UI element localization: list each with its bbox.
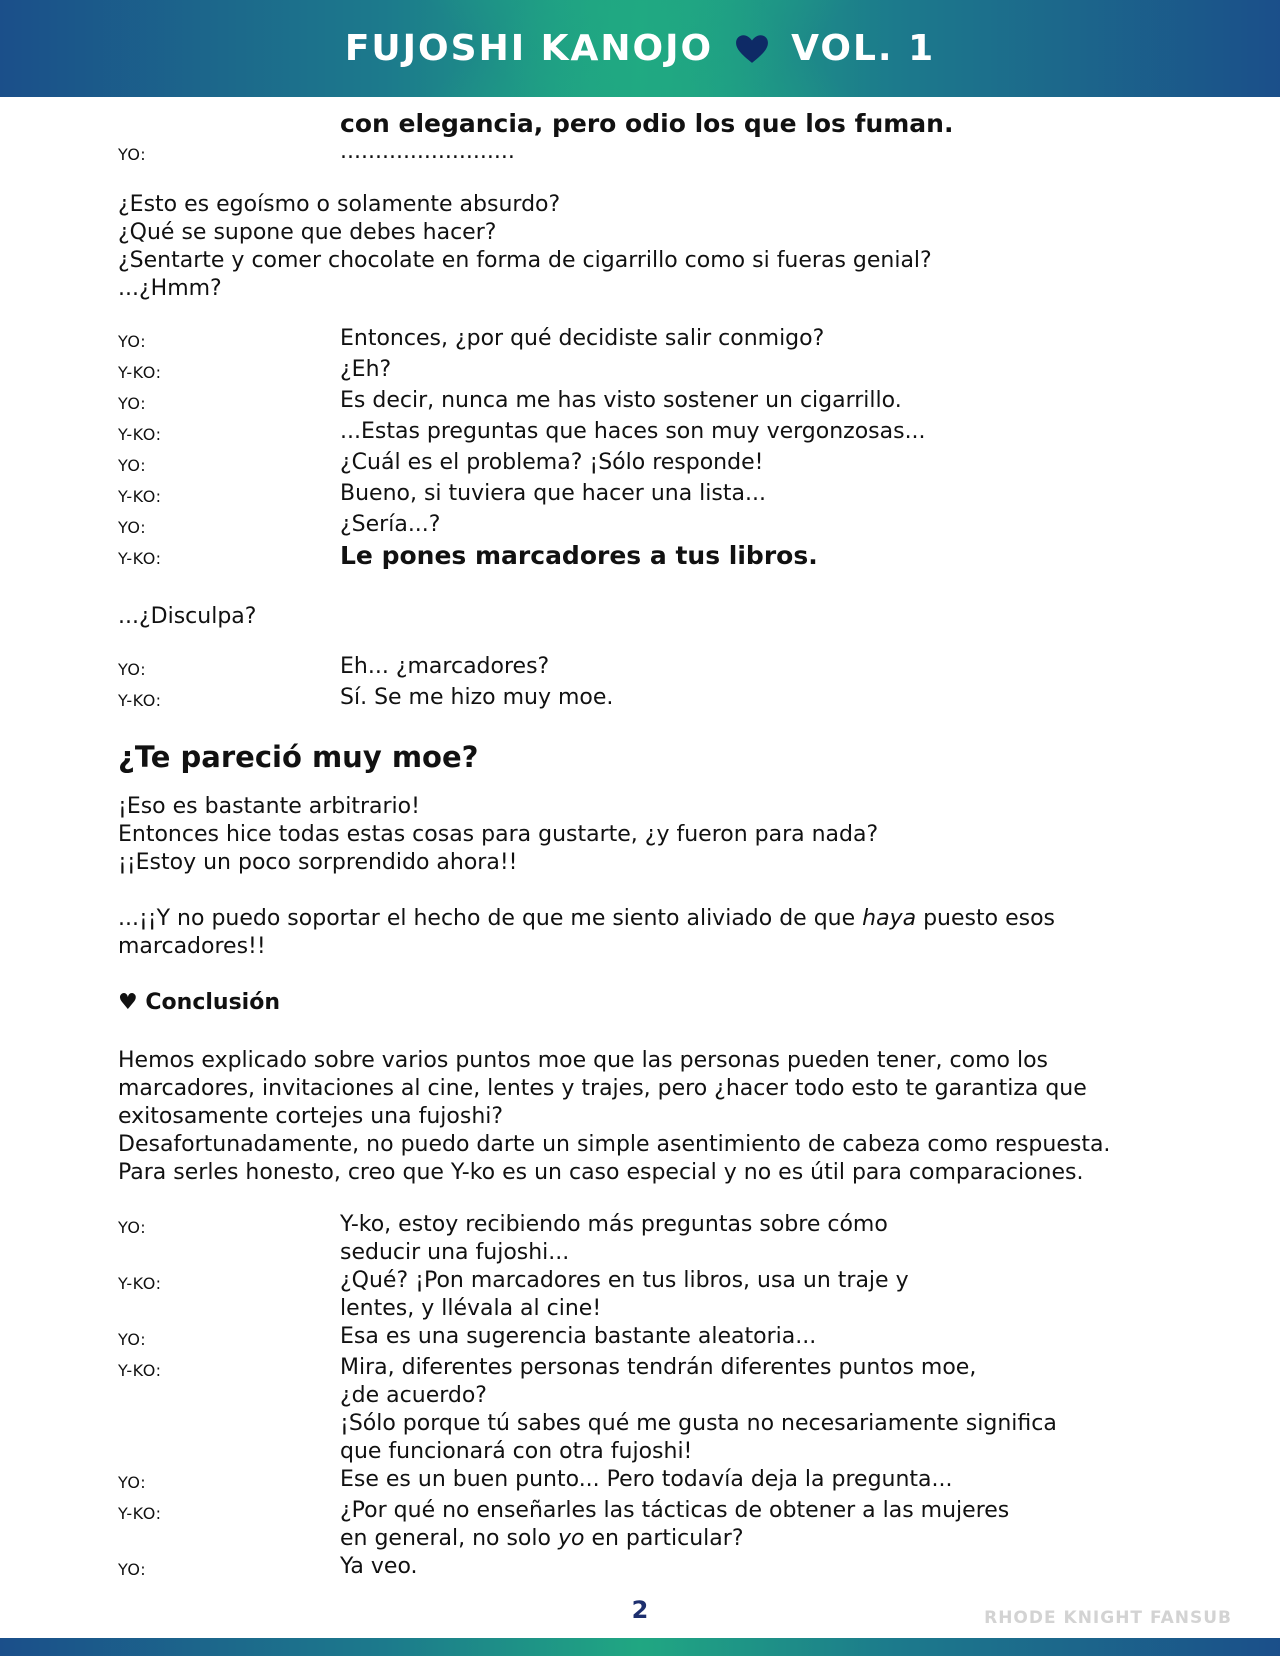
dialog-text: Entonces, ¿por qué decidiste salir conmigo?	[340, 326, 825, 351]
dialog-text: Y-ko, estoy recibiendo más preguntas sobre cómo seducir una fujoshi...	[340, 1212, 888, 1265]
paragraph: ...¿Disculpa?	[118, 604, 257, 629]
dialog-text: ¿Qué? ¡Pon marcadores en tus libros, usa un traje y lentes, y llévala al cine!	[340, 1268, 909, 1321]
speaker-label: Y-KO:	[118, 1361, 162, 1380]
page-header	[0, 0, 1280, 97]
dialog-text: Ya veo.	[340, 1554, 418, 1579]
dialog-row	[118, 684, 1178, 715]
emphasis: haya	[862, 906, 917, 931]
dialog-row	[118, 1466, 1178, 1497]
speaker-label: YO:	[118, 456, 147, 475]
paragraph-line: ¿Esto es egoísmo o solamente absurdo?	[118, 192, 561, 217]
dialog-text-emphasis: Le pones marcadores a tus libros.	[340, 541, 818, 570]
dialog-row	[118, 511, 1178, 542]
heart-bullet-icon: ♥	[118, 990, 138, 1015]
dialog-row	[118, 138, 1178, 169]
speaker-label: YO:	[118, 1473, 147, 1492]
dialog-text: .........................	[340, 139, 515, 164]
dialog-text-part: Mira, diferentes personas tendrán diferentes puntos moe, ¿de acuerdo?	[340, 1355, 977, 1408]
paragraph	[118, 793, 1178, 877]
dialog-text: Bueno, si tuviera que hacer una lista...	[340, 481, 766, 506]
dialog-text: ¿Sería...?	[340, 512, 441, 537]
dialog-text: Esa es una sugerencia bastante aleatoria...	[340, 1324, 817, 1349]
dialog-row	[118, 653, 1178, 684]
dialog-text: ¿Por qué no enseñarles las tácticas de obtener a las mujeres en general, no solo yo en particular?	[340, 1498, 1010, 1551]
dialog-text: Sí. Se me hizo muy moe.	[340, 685, 614, 710]
dialog-row	[118, 1323, 1178, 1354]
header-title-left: FUJOSHI KANOJO	[344, 28, 714, 69]
speaker-label: Y-KO:	[118, 1274, 162, 1293]
emphasis: yo	[557, 1526, 585, 1551]
fansub-watermark: RHODE KNIGHT FANSUB	[984, 1608, 1232, 1628]
conclusion-title: Conclusión	[145, 990, 280, 1015]
paragraph-line: ¡¡Estoy un poco sorprendido ahora!!	[118, 850, 518, 875]
speaker-label: Y-KO:	[118, 1504, 162, 1523]
paragraph-line: Entonces hice todas estas cosas para gustarte, ¿y fueron para nada?	[118, 822, 879, 847]
dialog-row	[118, 542, 1178, 573]
speaker-label: Y-KO:	[118, 487, 162, 506]
section-heading: ¿Te pareció muy moe?	[118, 740, 479, 774]
speaker-label: YO:	[118, 660, 147, 679]
dialog-text: Ese es un buen punto... Pero todavía deja la pregunta...	[340, 1467, 953, 1492]
paragraph-line: Desafortunadamente, no puedo darte un simple asentimiento de cabeza como respuesta.	[118, 1132, 1111, 1157]
dialog-row	[118, 325, 1178, 356]
speaker-label: YO:	[118, 518, 147, 537]
dialog-block	[118, 325, 1178, 573]
paragraph-line: ¿Sentarte y comer chocolate en forma de cigarrillo como si fueras genial?	[118, 248, 932, 273]
dialog-block	[118, 653, 1178, 715]
paragraph	[118, 1047, 1178, 1187]
paragraph-line: ¡Eso es bastante arbitrario!	[118, 794, 420, 819]
speaker-label: Y-KO:	[118, 691, 162, 710]
paragraph: ...¡¡Y no puedo soportar el hecho de que me siento aliviado de que haya puesto esos marcadores!!	[118, 906, 1055, 959]
speaker-label: YO:	[118, 1330, 147, 1349]
dialog-text: ¿Cuál es el problema? ¡Sólo responde!	[340, 450, 764, 475]
dialog-row	[118, 449, 1178, 480]
speaker-label: YO:	[118, 332, 147, 351]
dialog-row	[118, 1211, 1178, 1267]
dialog-block	[118, 1211, 1178, 1584]
speaker-label: Y-KO:	[118, 363, 162, 382]
dialog-row	[118, 1553, 1178, 1584]
heart-icon	[735, 34, 769, 64]
header-title	[345, 28, 935, 69]
dialog-text: Eh... ¿marcadores?	[340, 654, 550, 679]
speaker-label: YO:	[118, 1560, 147, 1579]
dialog-row	[118, 418, 1178, 449]
dialog-text	[340, 1354, 1085, 1466]
paragraph-line: Para serles honesto, creo que Y-ko es un caso especial y no es útil para comparaciones.	[118, 1160, 1084, 1185]
speaker-label: Y-KO:	[118, 549, 162, 568]
speaker-label: Y-KO:	[118, 425, 162, 444]
dialog-text: ¿Eh?	[340, 357, 392, 382]
speaker-label: YO:	[118, 145, 147, 164]
paragraph-line: Hemos explicado sobre varios puntos moe que las personas pueden tener, como los marcadores, invitaciones al cine, lentes y trajes, pero ¿hacer todo esto te garantiza que exitosamente cortejes una fujoshi?	[118, 1048, 1087, 1129]
speaker-label: YO:	[118, 1218, 147, 1237]
dialog-row	[118, 480, 1178, 511]
paragraph-line: ...¿Hmm?	[118, 276, 222, 301]
bold-line-row	[118, 110, 1178, 138]
dialog-text-part: ¡Sólo porque tú sabes qué me gusta no necesariamente significa que funcionará con otra fujoshi!	[340, 1411, 1057, 1464]
dialog-row	[118, 1497, 1178, 1553]
document-body	[118, 110, 1178, 1584]
speaker-label: YO:	[118, 394, 147, 413]
footer-bar	[0, 1638, 1280, 1656]
dialog-row	[118, 1354, 1178, 1466]
dialog-row	[118, 387, 1178, 418]
dialog-row	[118, 1267, 1178, 1323]
paragraph	[118, 191, 1178, 303]
dialog-row	[118, 356, 1178, 387]
bold-line: con elegancia, pero odio los que los fuman.	[340, 109, 954, 138]
dialog-text: ...Estas preguntas que haces son muy vergonzosas...	[340, 419, 926, 444]
header-title-right: VOL. 1	[791, 28, 936, 69]
dialog-text: Es decir, nunca me has visto sostener un cigarrillo.	[340, 388, 902, 413]
page-number: 2	[631, 1596, 649, 1624]
paragraph-line: ¿Qué se supone que debes hacer?	[118, 220, 497, 245]
conclusion-heading	[118, 989, 1178, 1017]
